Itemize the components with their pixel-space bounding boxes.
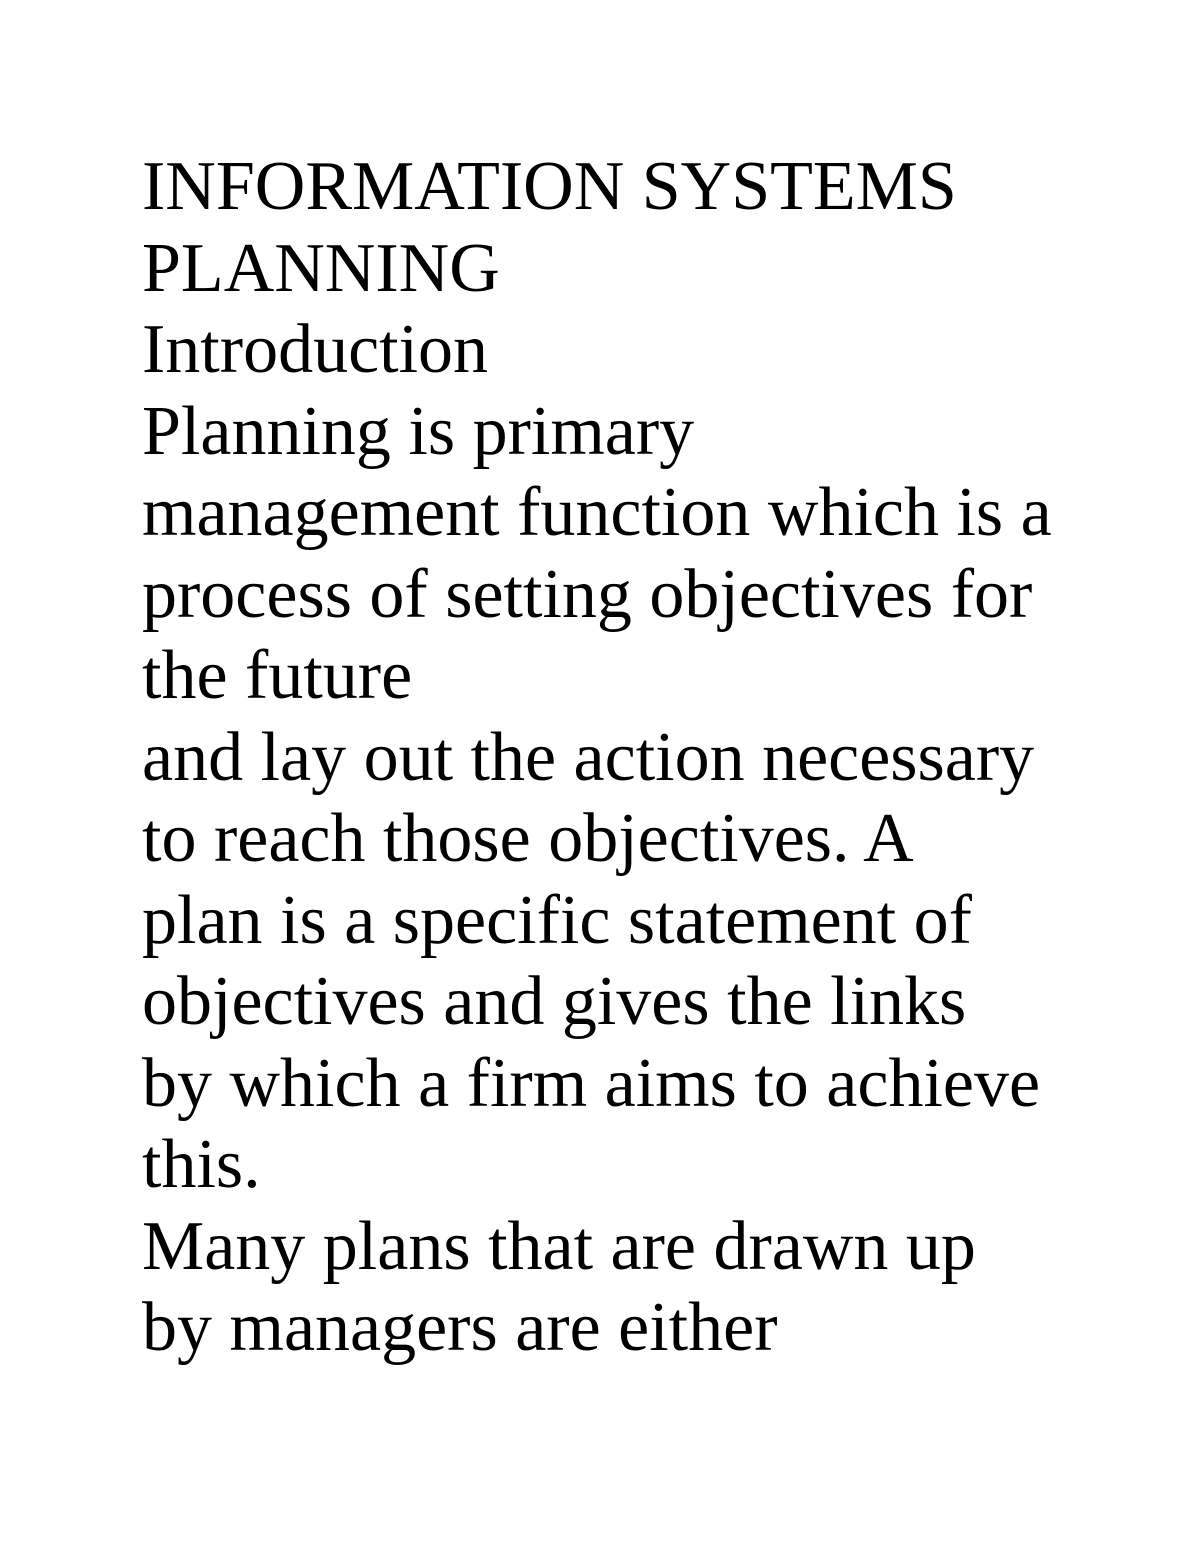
body-text-line: management function which is a [142,474,1052,551]
body-text-line: the future [142,637,413,714]
body-text-line: to reach those objectives. A [142,800,914,877]
body-text-line: Planning is primary [142,392,695,470]
document-body [142,146,1142,1369]
body-text-line: by managers are either [142,1289,778,1366]
body-text-line: objectives and gives the links [142,963,967,1040]
document-title-line-1: INFORMATION SYSTEMS [142,148,957,225]
body-text-line: by which a firm aims to achieve [142,1044,1041,1122]
body-text-line: plan is a specific statement of [142,881,972,959]
document-title-line-2: PLANNING [142,229,500,307]
section-heading: Introduction [142,311,489,388]
body-text-line: Many plans that are drawn up [142,1207,976,1285]
body-text-line: this. [142,1126,261,1203]
body-text-line: and lay out the action necessary [142,718,1035,796]
body-text-line: process of setting objectives for [142,555,1033,633]
